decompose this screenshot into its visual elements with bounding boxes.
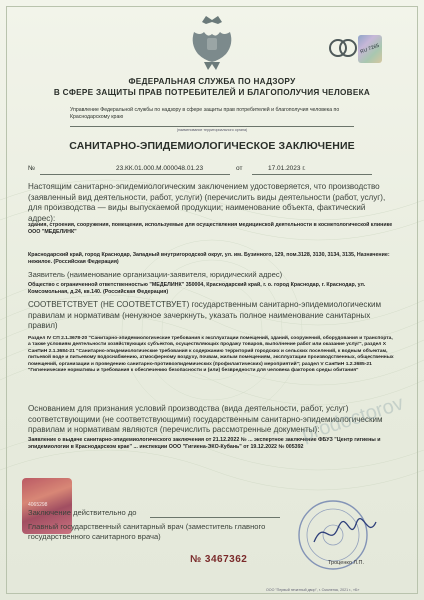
registration-date-underline — [252, 174, 372, 175]
activity-description: здания, строения, сооружения, помещения, используемые для осуществления медицинской деятельности в косметологической клинике ООО "МЕДЕЛИНК" — [28, 222, 393, 235]
validity-label: Заключение действительно до — [28, 508, 137, 517]
registration-date: 17.01.2023 г. — [268, 165, 306, 172]
top-hologram-sticker — [358, 35, 382, 63]
department-name — [70, 107, 370, 121]
applicant-caption: Заявитель (наименование организации-заявителя, юридический адрес) — [28, 270, 283, 279]
basis-statement: Основанием для признания условий производства (вида деятельности, работ, услуг) соответствующими (не соответствующими) государственным санитарно-эпидемиологическим правилам и нормативам являются (перечислить рассмотренные документы): — [28, 404, 383, 434]
registration-label: № — [28, 165, 35, 172]
agency-line-1: ФЕДЕРАЛЬНАЯ СЛУЖБА ПО НАДЗОРУ — [128, 77, 296, 86]
department-underline — [70, 126, 354, 127]
registration-from-label: от — [236, 165, 243, 172]
sanitary-rules-list: Раздел IV СП 2.1.3678-20 "Санитарно-эпидемиологические требования к эксплуатации помещений, зданий, сооружений, оборудования и транспорта, а также условиям деятельности хозяйствующих субъектов, осуществляющих продажу товаров, выполнение работ или оказание услуг", раздел Х СанПиН 2.1.3684-21 "Санитарно-эпидемиологические требования к содержанию территорий городских и сельских поселений, к водным объектам, питьевой воде и питьевому водоснабжению, атмосферному воздуху, почвам, жилым помещениям, эксплуатации производственных, общественных помещений, организации и проведению санитарно-противоэпидемических (профилактических) мероприятий"; раздел V СанПиН 1.2.3685-21 "Гигиенические нормативы и требования к обеспечению безопасности и (или) безвредности для человека факторов среды обитания" — [28, 336, 394, 374]
registration-number-underline — [40, 174, 230, 175]
double-headed-eagle-emblem — [188, 14, 236, 72]
handwritten-signature — [310, 512, 380, 552]
document-title: САНИТАРНО-ЭПИДЕМИОЛОГИЧЕСКОЕ ЗАКЛЮЧЕНИЕ — [69, 140, 355, 152]
printer-footer: ООО "Первый печатный двор", г. Смоленск, 2021 г., «Б» — [266, 588, 360, 592]
department-note: (наименование территориального органа) — [176, 128, 248, 132]
form-serial-number: № 3467362 — [190, 554, 248, 565]
department-text: Управление Федеральной службы по надзору в сфере защиты прав потребителей и благополучия человека по Краснодарскому краю — [70, 107, 340, 120]
hologram-code: RU 7265 — [359, 42, 381, 56]
validity-underline — [150, 517, 280, 518]
watermark: prodoctorov — [299, 392, 407, 446]
agency-line-2: В СФЕРЕ ЗАЩИТЫ ПРАВ ПОТРЕБИТЕЛЕЙ И БЛАГОПОЛУЧИЯ ЧЕЛОВЕКА — [53, 88, 371, 97]
registration-number: 23.КК.01.000.М.000048.01.23 — [116, 165, 204, 172]
conformity-statement: СООТВЕТСТВУЕТ (НЕ СООТВЕТСТВУЕТ) государственным санитарно-эпидемиологическим правилам и нормативам (ненужное зачеркнуть, указать полное наименование санитарных правил) — [28, 300, 382, 330]
applicant-details: Общество с ограниченной ответственностью "МЕДЕЛИНК" 350004, Краснодарский край, г. о. город Краснодар, г. Краснодар, ул. Комсомольная, д.24, кв.140. (Российская Федерация) — [28, 282, 366, 295]
object-address: Краснодарский край, город Краснодар, Западный внутригородской округ, ул. им. Бузинного, 129, пом.3128, 3130, 3134, 3135, Назначение: нежилое. (Российская Федерация) — [28, 252, 390, 265]
mid-hologram-code: 4065298 — [28, 502, 48, 508]
intro-paragraph: Настоящим санитарно-эпидемиологическим заключением удостоверяется, что производство (заявленный вид деятельности, работ, услуги) (перечислить виды деятельности (работ, услуг), для производства — виды выпускаемой продукции; наименование объекта, фактический адрес): — [28, 182, 386, 223]
conformity-mark-icon — [328, 38, 358, 58]
basis-documents: Заявление о выдаче санитарно-эпидемиологического заключения от 21.12.2022 № ... экспертное заключение ФБУЗ "Центр гигиены и эпидемиологии в Краснодарском крае" ... инспекции ООО "Гигиена-ЭКО-Кубань" от 19.12.2022 № 005392 — [28, 437, 381, 450]
signatory-title: Главный государственный санитарный врач (заместитель главного государственного санитарного врача) — [28, 522, 266, 541]
signatory-name: Троценко Л.П. — [328, 560, 365, 566]
